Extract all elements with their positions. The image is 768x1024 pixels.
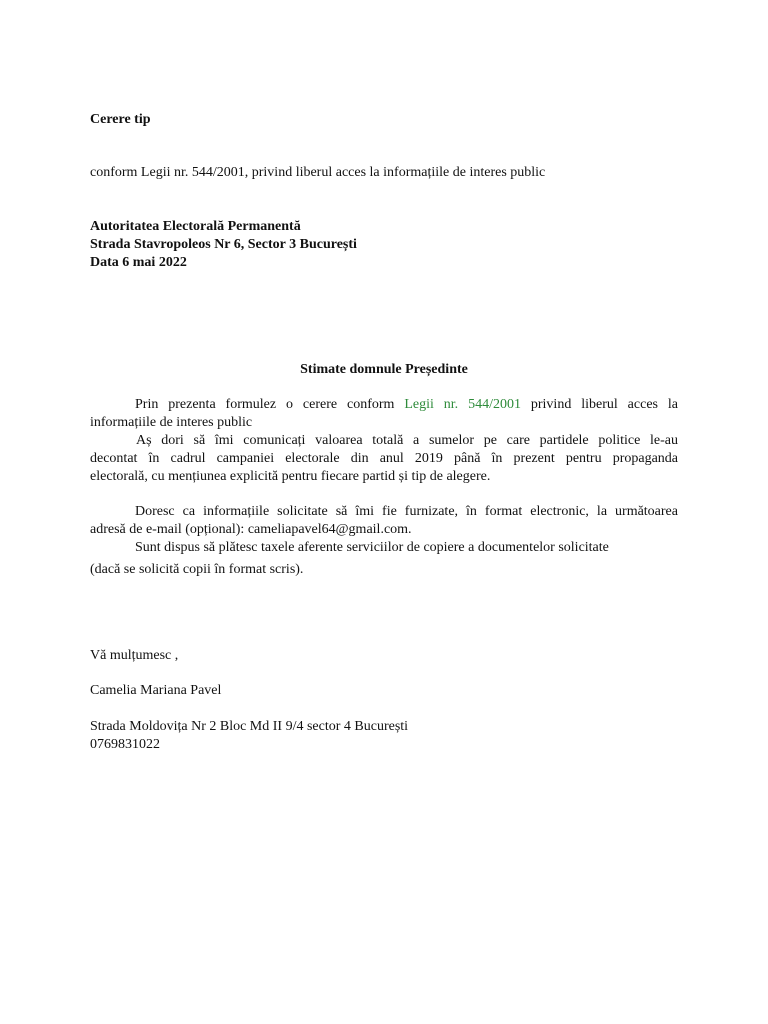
salutation: Stimate domnule Președinte	[300, 362, 468, 377]
paragraph-request-pre: Prin prezenta formulez o cerere conform	[135, 397, 395, 412]
law-link[interactable]: Legii nr. 544/2001	[404, 397, 521, 412]
signature-address: Strada Moldovița Nr 2 Bloc Md II 9/4 sector 4 București	[90, 719, 409, 734]
recipient-institution: Autoritatea Electorală Permanentă	[90, 219, 301, 234]
document-subtitle: conform Legii nr. 544/2001, privind liberul acces la informațiile de interes public	[90, 165, 546, 180]
closing-thanks: Vă mulțumesc ,	[90, 648, 179, 663]
paragraph-request-post: privind liberul acces la	[530, 397, 678, 412]
document-date: Data 6 mai 2022	[90, 255, 187, 270]
document-title: Cerere tip	[90, 112, 151, 127]
recipient-address: Strada Stavropoleos Nr 6, Sector 3 București	[90, 237, 357, 252]
paragraph-details-line-1: Aș dori să îmi comunicați valoarea totală a sumelor pe care partidele politice le-au	[136, 433, 678, 448]
paragraph-request-line-1	[90, 396, 678, 414]
paragraph-fees-line-2: (dacă se solicită copii în format scris).	[90, 562, 304, 577]
paragraph-details	[90, 432, 678, 486]
paragraph-details-line-2: decontat în cadrul campaniei electorale din anul 2019 până în prezent pentru propaganda	[90, 451, 678, 466]
paragraph-email	[90, 503, 678, 539]
paragraph-request-line-2: informațiile de interes public	[90, 415, 253, 430]
paragraph-email-line-1: Doresc ca informațiile solicitate să îmi fie furnizate, în format electronic, la următoarea	[135, 504, 678, 519]
paragraph-fees	[90, 539, 678, 557]
paragraph-request	[90, 396, 678, 432]
paragraph-details-line-3: electorală, cu mențiunea explicită pentru fiecare partid și tip de alegere.	[90, 469, 491, 484]
signature-phone: 0769831022	[90, 737, 160, 752]
paragraph-email-line-2: adresă de e-mail (opțional): cameliapavel64@gmail.com.	[90, 522, 412, 537]
signature-name: Camelia Mariana Pavel	[90, 683, 222, 698]
paragraph-fees-line-1: Sunt dispus să plătesc taxele aferente serviciilor de copiere a documentelor solicitate	[135, 540, 609, 555]
